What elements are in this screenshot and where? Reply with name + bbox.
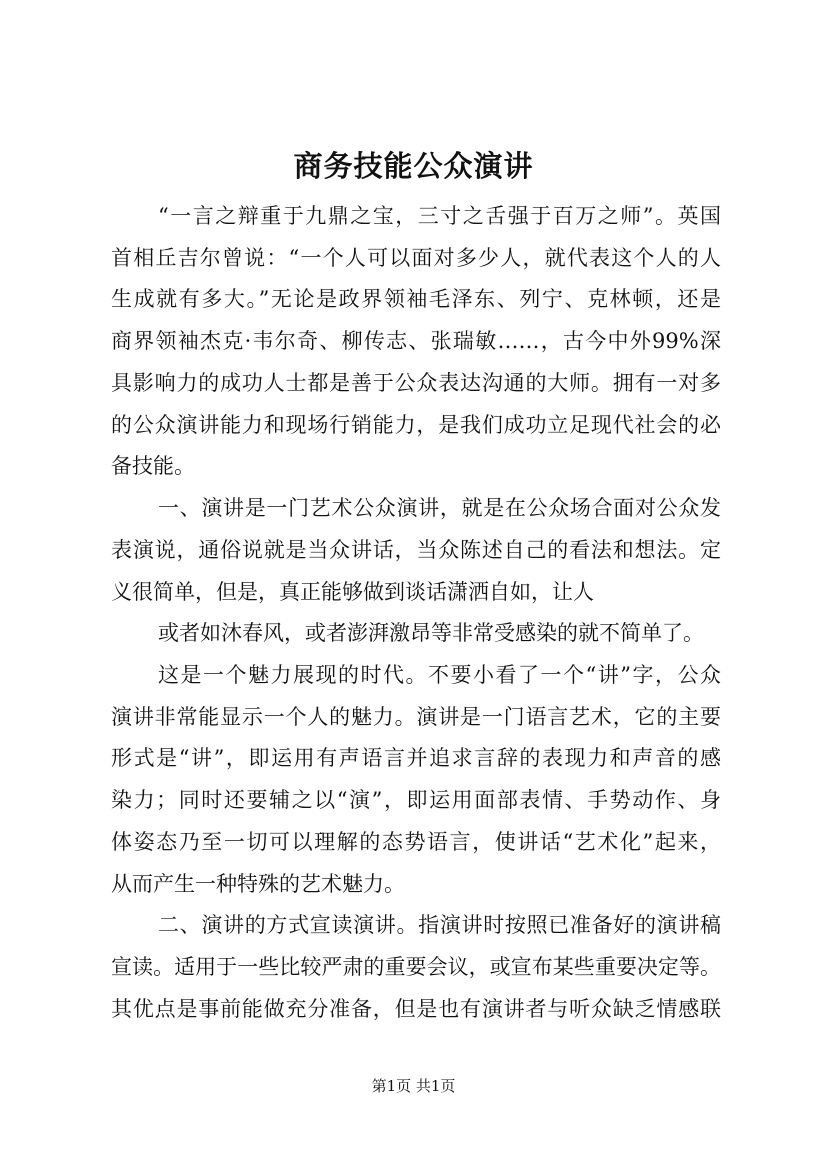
body-line: 演讲非常能显示一个人的魅力。演讲是一门语言艺术，它的主要 <box>111 705 721 729</box>
body-line: 宣读。适用于一些比较严肃的重要会议，或宣布某些重要决定等。 <box>111 955 721 979</box>
body-line: 商界领袖杰克·韦尔奇、柳传志、张瑞敏……，古今中外99%深 <box>111 329 721 353</box>
document-title: 商务技能公众演讲 <box>293 149 534 183</box>
body-line: 的公众演讲能力和现场行销能力，是我们成功立足现代社会的必 <box>111 413 721 437</box>
body-line: 一、演讲是一门艺术公众演讲，就是在公众场合面对公众发 <box>158 496 721 520</box>
body-line: 或者如沐春风，或者澎湃激昂等非常受感染的就不简单了。 <box>158 621 704 645</box>
body-line: 具影响力的成功人士都是善于公众表达沟通的大师。拥有一对多 <box>111 371 721 395</box>
body-line: 义很简单，但是，真正能够做到谈话潇洒自如，让人 <box>111 580 594 604</box>
body-line: 其优点是事前能做充分准备，但是也有演讲者与听众缺乏情感联 <box>111 997 721 1021</box>
body-line: 体姿态乃至一切可以理解的态势语言，使讲话“艺术化”起来， <box>111 830 721 854</box>
body-line: 形式是“讲”，即运用有声语言并追求言辞的表现力和声音的感 <box>111 746 721 770</box>
body-line: 从而产生一种特殊的艺术魅力。 <box>111 872 405 896</box>
page-footer: 第1页 共1页 <box>371 1077 456 1095</box>
body-line: 生成就有多大。”无论是政界领袖毛泽东、列宁、克林顿，还是 <box>111 287 721 311</box>
body-line: 表演说，通俗说就是当众讲话，当众陈述自己的看法和想法。定 <box>111 538 721 562</box>
body-line: 染力；同时还要辅之以“演”，即运用面部表情、手势动作、身 <box>111 788 721 812</box>
body-line: 二、演讲的方式宣读演讲。指演讲时按照已准备好的演讲稿 <box>158 913 721 937</box>
body-line: “一言之辩重于九鼎之宝，三寸之舌强于百万之师”。英国 <box>158 204 721 228</box>
body-line: 备技能。 <box>111 454 195 478</box>
body-line: 首相丘吉尔曾说：“一个人可以面对多少人，就代表这个人的人 <box>111 246 721 270</box>
body-line: 这是一个魅力展现的时代。不要小看了一个“讲”字，公众 <box>158 663 721 687</box>
